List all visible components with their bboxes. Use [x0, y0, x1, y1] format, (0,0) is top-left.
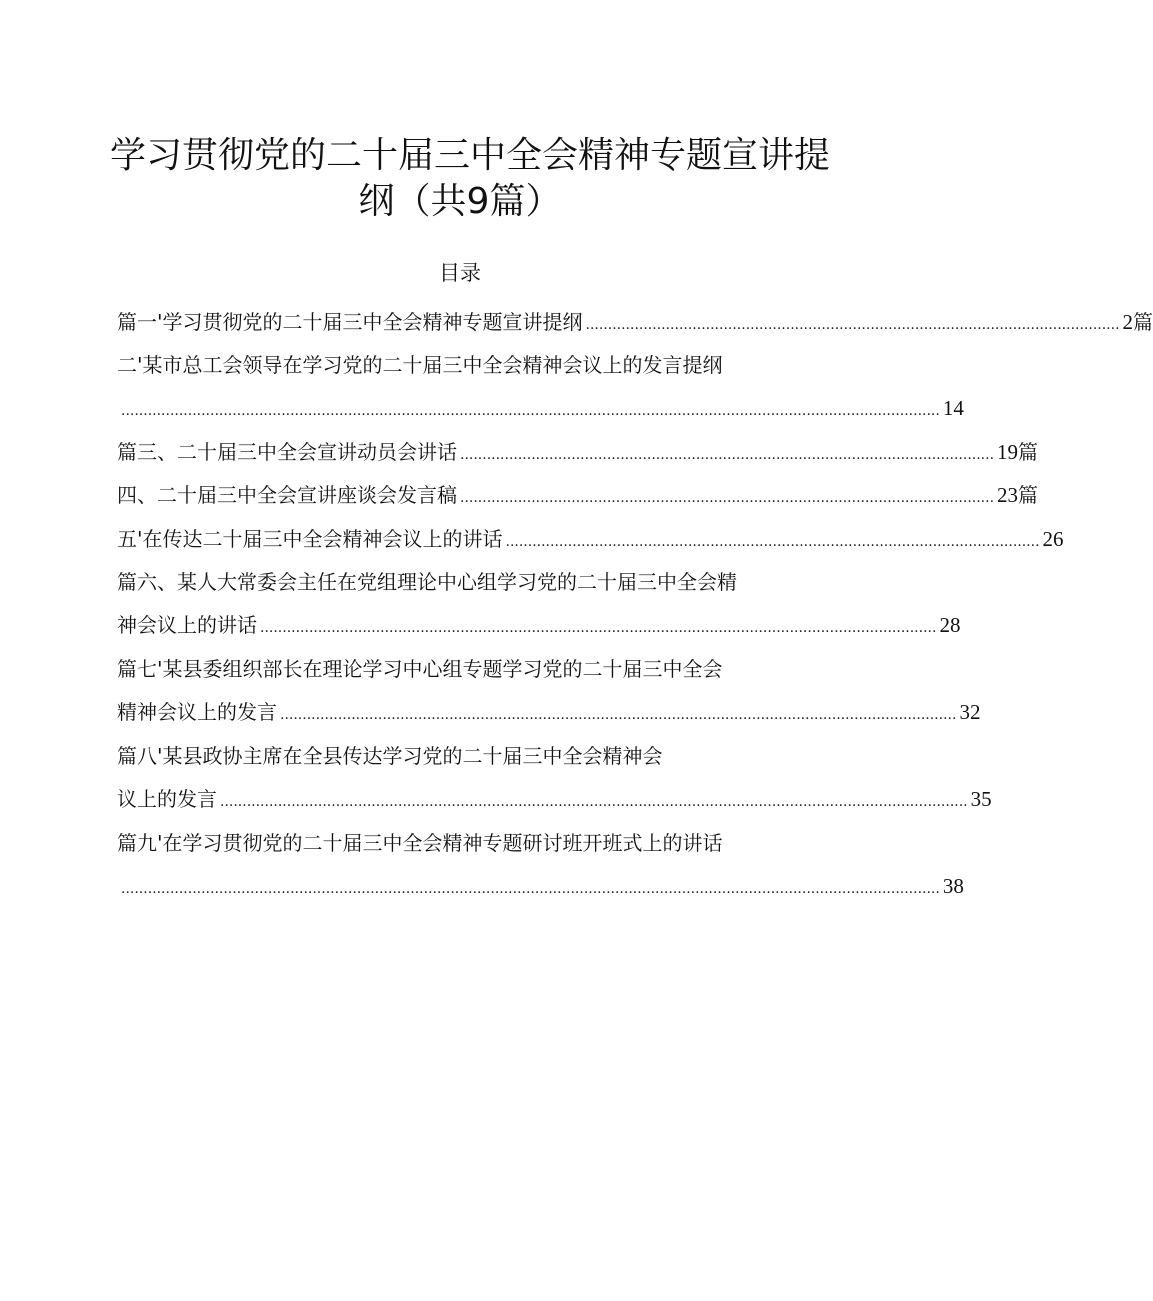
toc-leader-dots: ........................................................................................................................................................: [260, 620, 937, 636]
toc-page-number: 28: [939, 613, 961, 637]
toc-entry-3[interactable]: [117, 437, 1039, 467]
toc-entry-text: 五'在传达二十届三中全会精神会议上的讲话: [117, 527, 503, 551]
toc-entry-tail: 篇: [1133, 310, 1153, 334]
toc-entry-5[interactable]: [117, 524, 1064, 554]
toc-heading: 目录: [439, 261, 481, 285]
toc-entry-9-leader[interactable]: [117, 871, 964, 901]
toc-leader-dots: ........................................................................................................................................................................................: [121, 403, 940, 419]
toc-leader-dots: ........................................................................................................................: [460, 447, 995, 463]
toc-entry-text: 篇七'某县委组织部长在理论学习中心组专题学习党的二十届三中全会: [117, 657, 723, 681]
toc-leader-dots: ........................................................................................................................: [585, 317, 1120, 333]
toc-page-number: 26: [1042, 527, 1064, 551]
toc-entry-text: 篇六、某人大常委会主任在党组理论中心组学习党的二十届三中全会精: [117, 570, 737, 594]
toc-entry-text: 篇八'某县政协主席在全县传达学习党的二十届三中全会精神会: [117, 744, 663, 768]
toc-page-number: 35: [970, 787, 992, 811]
toc-page-number: 19: [997, 440, 1019, 464]
toc-leader-dots: ........................................................................................................................................................: [280, 707, 957, 723]
toc-leader-dots: ........................................................................................................................................................................................: [121, 881, 940, 897]
toc-entry-tail: 篇: [1018, 483, 1039, 507]
toc-entry-text: 篇九'在学习贯彻党的二十届三中全会精神专题研讨班开班式上的讲话: [117, 831, 723, 855]
document-title-line-1: 学习贯彻党的二十届三中全会精神专题宣讲提: [110, 135, 831, 176]
toc-entry-9[interactable]: [117, 828, 828, 858]
toc-page-number: 2: [1122, 310, 1134, 334]
toc-entry-tail: 篇: [1018, 440, 1039, 464]
toc-entry-2[interactable]: [117, 350, 828, 380]
toc-entry-1[interactable]: [117, 307, 1153, 337]
toc-entry-text: 神会议上的讲话: [117, 613, 257, 637]
toc-entry-2-leader[interactable]: [117, 393, 964, 423]
toc-page-number: 23: [997, 483, 1019, 507]
toc-leader-dots: ........................................................................................................................: [505, 534, 1040, 550]
toc-page-number: 14: [942, 396, 964, 420]
toc-leader-dots: ........................................................................................................................: [460, 490, 995, 506]
toc-entry-text: 精神会议上的发言: [117, 700, 277, 724]
toc-page-number: 32: [959, 700, 981, 724]
document-title-line-2: 纲（共9篇）: [358, 181, 562, 222]
toc-entry-8[interactable]: [117, 741, 828, 771]
toc-entry-7-cont[interactable]: [117, 697, 981, 727]
toc-entry-text: 二'某市总工会领导在学习党的二十届三中全会精神会议上的发言提纲: [117, 353, 723, 377]
toc-page-number: 38: [942, 874, 964, 898]
toc-entry-4[interactable]: [117, 480, 1039, 510]
toc-entry-6-cont[interactable]: [117, 610, 961, 640]
toc-entry-text: 篇三、二十届三中全会宣讲动员会讲话: [117, 440, 457, 464]
toc-entry-7[interactable]: [117, 654, 828, 684]
toc-entry-8-cont[interactable]: [117, 784, 992, 814]
toc-entry-text: 议上的发言: [117, 787, 217, 811]
toc-entry-text: 篇一'学习贯彻党的二十届三中全会精神专题宣讲提纲: [117, 310, 583, 334]
toc-entry-text: 四、二十届三中全会宣讲座谈会发言稿: [117, 483, 457, 507]
toc-leader-dots: ........................................................................................................................................................................: [220, 794, 968, 810]
toc-entry-6[interactable]: [117, 567, 828, 597]
